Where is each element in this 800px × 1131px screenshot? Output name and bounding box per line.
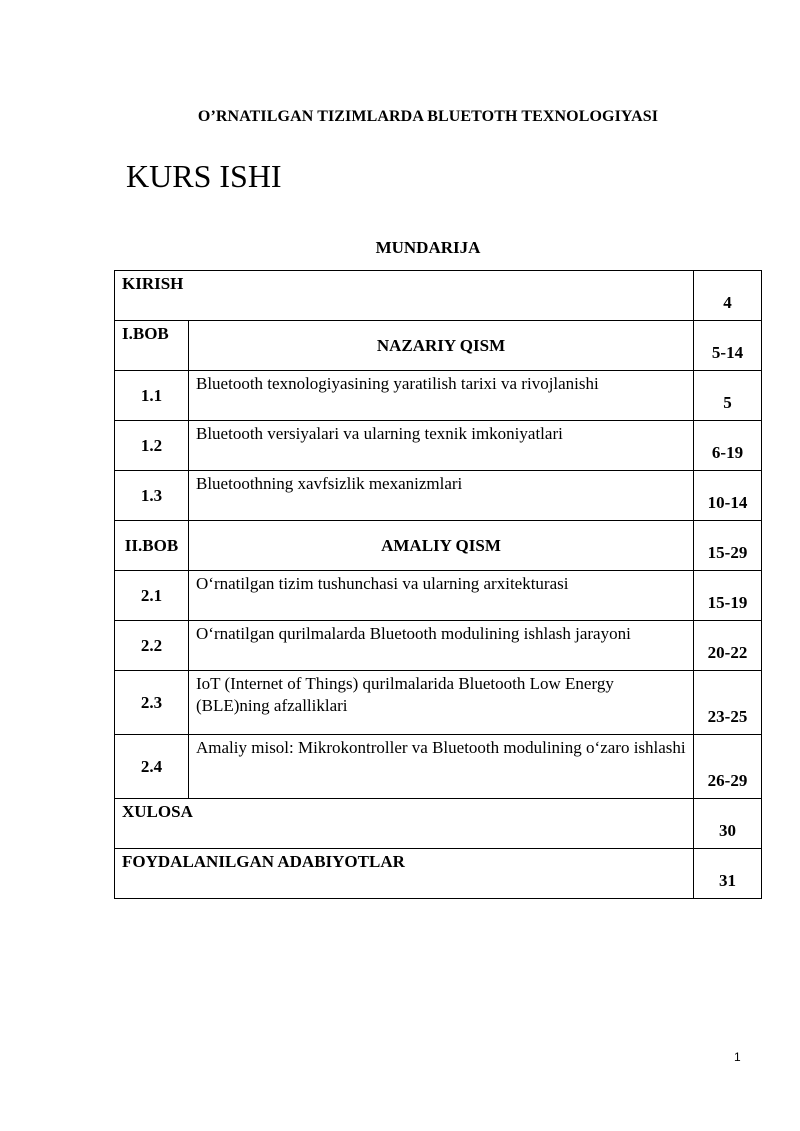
- toc-page: 20-22: [694, 621, 762, 671]
- toc-page: 4: [694, 271, 762, 321]
- toc-label: XULOSA: [115, 799, 694, 849]
- toc-chapter-title: NAZARIY QISM: [189, 321, 694, 371]
- toc-page: 15-19: [694, 571, 762, 621]
- toc-page: 6-19: [694, 421, 762, 471]
- toc-page: 23-25: [694, 671, 762, 735]
- toc-row-bob2: [115, 521, 762, 571]
- toc-row: [115, 621, 762, 671]
- toc-row: [115, 421, 762, 471]
- toc-number: 2.1: [115, 571, 189, 621]
- toc-page: 31: [694, 849, 762, 899]
- toc-chapter-label: I.BOB: [115, 321, 189, 371]
- toc-chapter-label: II.BOB: [115, 521, 189, 571]
- toc-heading: MUNDARIJA: [375, 238, 481, 257]
- toc-page: 15-29: [694, 521, 762, 571]
- toc-number: 1.3: [115, 471, 189, 521]
- page-number: 1: [734, 1050, 741, 1064]
- toc-number: 1.2: [115, 421, 189, 471]
- toc-chapter-title: AMALIY QISM: [189, 521, 694, 571]
- toc-number: 2.3: [115, 671, 189, 735]
- toc-page: 30: [694, 799, 762, 849]
- toc-page: 5-14: [694, 321, 762, 371]
- toc-page: 5: [694, 371, 762, 421]
- toc-text: O‘rnatilgan tizim tushunchasi va ularning arxitekturasi: [189, 571, 694, 621]
- toc-page: 26-29: [694, 735, 762, 799]
- toc-row-kirish: [115, 271, 762, 321]
- toc-page: 10-14: [694, 471, 762, 521]
- toc-row: [115, 471, 762, 521]
- toc-row: [115, 371, 762, 421]
- toc-text: IoT (Internet of Things) qurilmalarida Bluetooth Low Energy (BLE)ning afzalliklari: [189, 671, 694, 735]
- toc-row-xulosa: [115, 799, 762, 849]
- toc-row-bob1: [115, 321, 762, 371]
- toc-text: Amaliy misol: Mikrokontroller va Bluetooth modulining o‘zaro ishlashi: [189, 735, 694, 799]
- toc-number: 2.4: [115, 735, 189, 799]
- toc-text: Bluetoothning xavfsizlik mexanizmlari: [189, 471, 694, 521]
- table-of-contents: [114, 270, 762, 899]
- toc-row: [115, 735, 762, 799]
- toc-number: 2.2: [115, 621, 189, 671]
- toc-text: Bluetooth versiyalari va ularning texnik imkoniyatlari: [189, 421, 694, 471]
- toc-row: [115, 571, 762, 621]
- toc-label: KIRISH: [115, 271, 694, 321]
- document-title: O’RNATILGAN TIZIMLARDA BLUETOTH TEXNOLOGIYASI: [197, 108, 659, 125]
- document-subtitle: KURS ISHI: [126, 158, 282, 194]
- toc-text: Bluetooth texnologiyasining yaratilish tarixi va rivojlanishi: [189, 371, 694, 421]
- toc-row: [115, 671, 762, 735]
- toc-number: 1.1: [115, 371, 189, 421]
- toc-label: FOYDALANILGAN ADABIYOTLAR: [115, 849, 694, 899]
- toc-text: O‘rnatilgan qurilmalarda Bluetooth modulining ishlash jarayoni: [189, 621, 694, 671]
- toc-row-adabiyotlar: [115, 849, 762, 899]
